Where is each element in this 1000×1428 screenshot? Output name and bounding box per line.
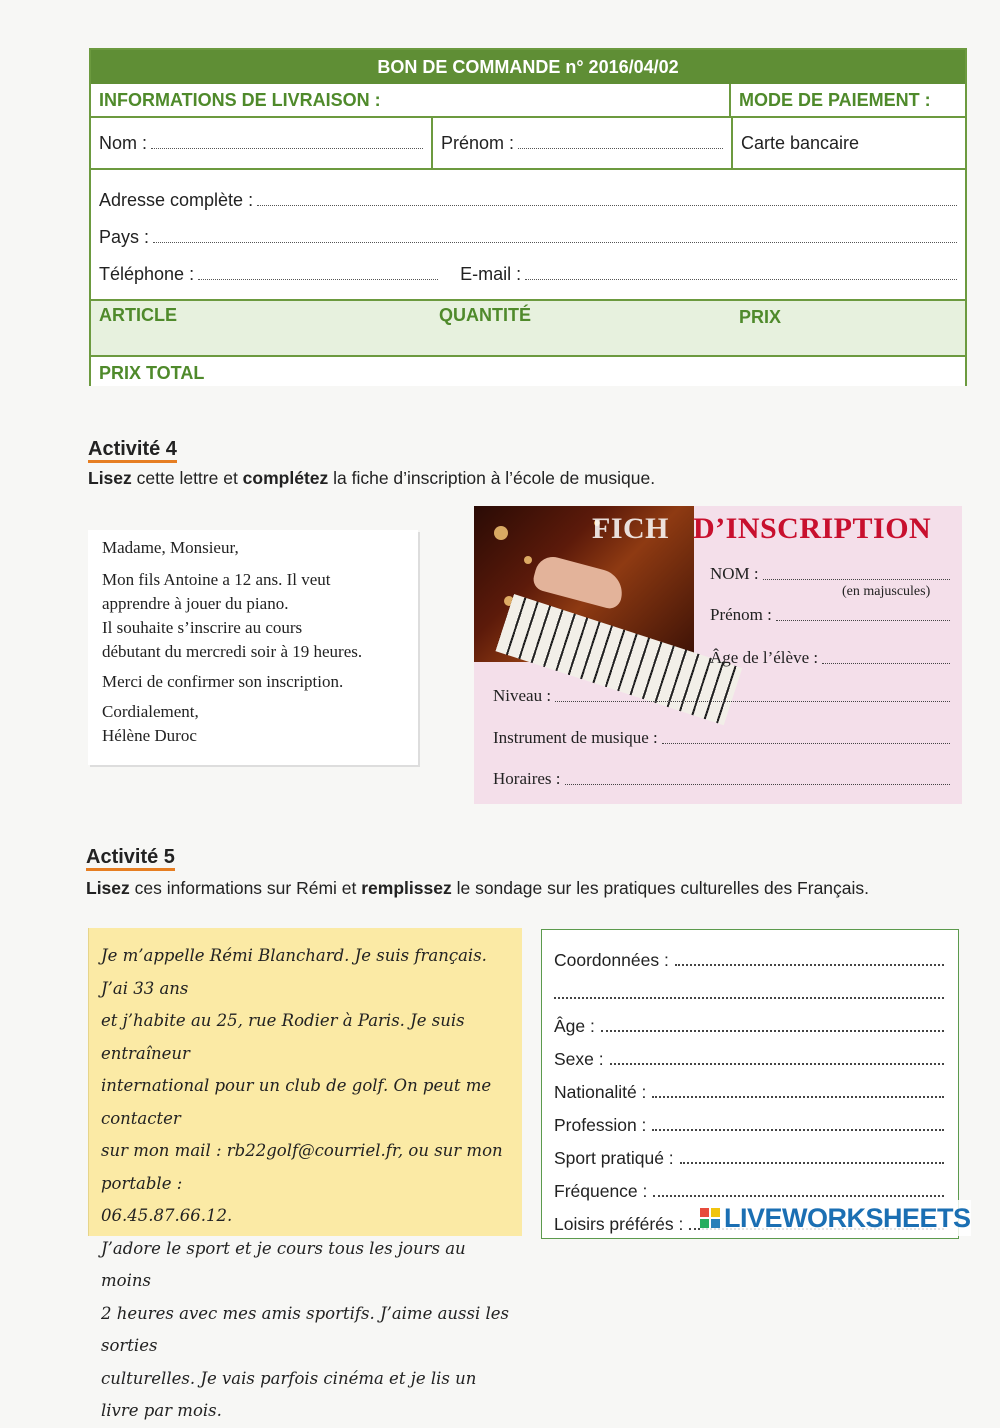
letter-line3: Il souhaite s’inscrire au cours	[102, 618, 303, 637]
activity4-instr-end: la fiche d’inscription à l’école de musique.	[328, 468, 656, 488]
survey-sexe-line[interactable]	[554, 1037, 944, 1070]
adresse-label: Adresse complète :	[99, 190, 254, 210]
pays-line[interactable]	[99, 219, 957, 256]
survey-age-field[interactable]	[601, 1030, 944, 1032]
survey-age-line[interactable]	[554, 1004, 944, 1037]
activity5-verb2: remplissez	[361, 878, 452, 898]
delivery-info-header: INFORMATIONS DE LIVRAISON :	[99, 89, 381, 110]
survey-coordonnees-line[interactable]	[554, 938, 944, 971]
fiche-niveau-field[interactable]	[555, 701, 950, 702]
liveworksheets-watermark	[700, 1200, 971, 1236]
order-form	[89, 48, 967, 386]
article-header: ARTICLE	[99, 305, 177, 325]
fiche-instrument-line[interactable]	[493, 728, 950, 748]
survey-frequence-label: Fréquence :	[554, 1181, 648, 1201]
letter	[88, 530, 418, 765]
letter-closing: Cordialement,	[102, 702, 199, 721]
fiche-nom-field[interactable]	[763, 579, 950, 580]
email-label: E-mail :	[460, 264, 522, 284]
contact-line	[99, 256, 957, 293]
remi-line: et j’habite au 25, rue Rodier à Paris. Je suis entraîneur	[101, 1011, 465, 1063]
letter-line1: Mon fils Antoine a 12 ans. Il veut	[102, 570, 331, 589]
liveworksheets-text: LIVEWORKSHEETS	[724, 1202, 971, 1233]
survey-sexe-label: Sexe :	[554, 1049, 604, 1069]
survey-coordonnees-line2[interactable]	[554, 971, 944, 1004]
order-form-header-row	[91, 84, 965, 118]
registration-form	[474, 506, 962, 804]
fiche-prenom-line[interactable]	[710, 605, 950, 625]
remi-line: culturelles. Je vais parfois cinéma et je lis un livre par mois.	[101, 1368, 477, 1420]
fiche-nom-line[interactable]	[710, 564, 950, 584]
remi-line: J’adore le sport et je cours tous les jours au moins	[101, 1238, 466, 1290]
survey-sport-field[interactable]	[680, 1162, 944, 1164]
fiche-prenom-label: Prénom :	[710, 605, 772, 624]
survey-age-label: Âge :	[554, 1016, 595, 1036]
quantite-header: QUANTITÉ	[439, 305, 531, 325]
letter-confirm: Merci de confirmer son inscription.	[102, 672, 344, 691]
activity4-verb2: complétez	[242, 468, 329, 488]
letter-line4: débutant du mercredi soir à 19 heures.	[102, 642, 363, 661]
registration-title-main: D’INSCRIPTION	[693, 512, 932, 545]
prenom-field[interactable]	[518, 148, 723, 149]
payment-value: Carte bancaire	[741, 132, 860, 153]
survey-profession-line[interactable]	[554, 1103, 944, 1136]
fiche-age-label: Âge de l’élève :	[710, 648, 819, 667]
activity4-instr-mid: cette lettre et	[131, 468, 243, 488]
activity5-title: Activité 5	[86, 846, 175, 871]
registration-title-ghost: FICH	[592, 512, 669, 545]
fiche-nom-label: NOM :	[710, 564, 759, 583]
order-form-title: BON DE COMMANDE n° 2016/04/02	[91, 50, 965, 84]
registration-title	[592, 512, 931, 546]
activity5-instr-mid: ces informations sur Rémi et	[129, 878, 362, 898]
fiche-nom-note: (en majuscules)	[842, 584, 931, 599]
email-field[interactable]	[525, 279, 957, 280]
survey-coordonnees-label: Coordonnées :	[554, 950, 669, 970]
remi-line: 06.45.87.66.12.	[101, 1206, 233, 1225]
survey-nationalite-field[interactable]	[652, 1096, 944, 1098]
liveworksheets-logo-icon	[700, 1208, 720, 1228]
telephone-field[interactable]	[198, 279, 438, 280]
remi-line: 2 heures avec mes amis sportifs. J’aime aussi les sorties	[101, 1303, 510, 1355]
prix-header: PRIX	[739, 307, 782, 327]
adresse-field[interactable]	[257, 205, 957, 206]
prenom-label: Prénom :	[441, 132, 515, 153]
letter-signature: Hélène Duroc	[102, 726, 197, 745]
activity4-instructions	[88, 468, 655, 489]
survey-nationalite-line[interactable]	[554, 1070, 944, 1103]
activity4-verb1: Lisez	[88, 468, 132, 488]
fiche-horaires-line[interactable]	[493, 769, 950, 789]
nom-field[interactable]	[151, 148, 423, 149]
letter-line2: apprendre à jouer du piano.	[102, 594, 289, 613]
prenom-cell[interactable]	[431, 118, 731, 168]
activity5-instructions	[86, 878, 869, 899]
survey-profession-label: Profession :	[554, 1115, 647, 1135]
fiche-horaires-field[interactable]	[565, 784, 950, 785]
adresse-line[interactable]	[99, 182, 957, 219]
survey-coordonnees-field2[interactable]	[554, 997, 944, 999]
activity5-instr-end: le sondage sur les pratiques culturelles des Français.	[451, 878, 870, 898]
remi-note	[88, 928, 522, 1420]
address-block	[91, 170, 965, 301]
remi-line: sur mon mail : rb22golf@courriel.fr, ou sur mon portable :	[101, 1141, 503, 1193]
telephone-label: Téléphone :	[99, 264, 195, 284]
fiche-instrument-field[interactable]	[662, 743, 950, 744]
remi-line: international pour un club de golf. On peut me contacter	[101, 1076, 492, 1128]
nom-cell[interactable]	[91, 118, 431, 168]
survey-sport-line[interactable]	[554, 1136, 944, 1169]
letter-greeting: Madame, Monsieur,	[102, 538, 239, 557]
payment-value-cell	[731, 118, 965, 168]
survey-frequence-field[interactable]	[653, 1195, 944, 1197]
remi-line: Je m’appelle Rémi Blanchard. Je suis français. J’ai 33 ans	[101, 946, 487, 998]
survey-coordonnees-field[interactable]	[675, 964, 944, 966]
fiche-instrument-label: Instrument de musique :	[493, 728, 658, 747]
survey-frequence-line[interactable]	[554, 1169, 944, 1202]
survey-loisirs-label: Loisirs préférés :	[554, 1214, 684, 1234]
fiche-prenom-field[interactable]	[776, 620, 950, 621]
pays-field[interactable]	[153, 242, 957, 243]
survey-sport-label: Sport pratiqué :	[554, 1148, 674, 1168]
payment-mode-header: MODE DE PAIEMENT :	[729, 84, 965, 116]
prix-total-label: PRIX TOTAL	[99, 362, 205, 383]
survey-sexe-field[interactable]	[610, 1063, 944, 1065]
survey-nationalite-label: Nationalité :	[554, 1082, 647, 1102]
nom-label: Nom :	[99, 132, 148, 153]
pays-label: Pays :	[99, 227, 150, 247]
survey-form	[541, 929, 959, 1239]
fiche-age-line[interactable]	[710, 648, 950, 668]
survey-profession-field[interactable]	[652, 1129, 944, 1131]
name-row	[91, 118, 965, 170]
fiche-niveau-line[interactable]	[493, 686, 950, 706]
fiche-niveau-label: Niveau :	[493, 686, 552, 705]
activity4-title: Activité 4	[88, 438, 177, 463]
article-row	[91, 301, 965, 357]
activity5-verb1: Lisez	[86, 878, 130, 898]
fiche-horaires-label: Horaires :	[493, 769, 561, 788]
fiche-age-field[interactable]	[822, 663, 950, 664]
